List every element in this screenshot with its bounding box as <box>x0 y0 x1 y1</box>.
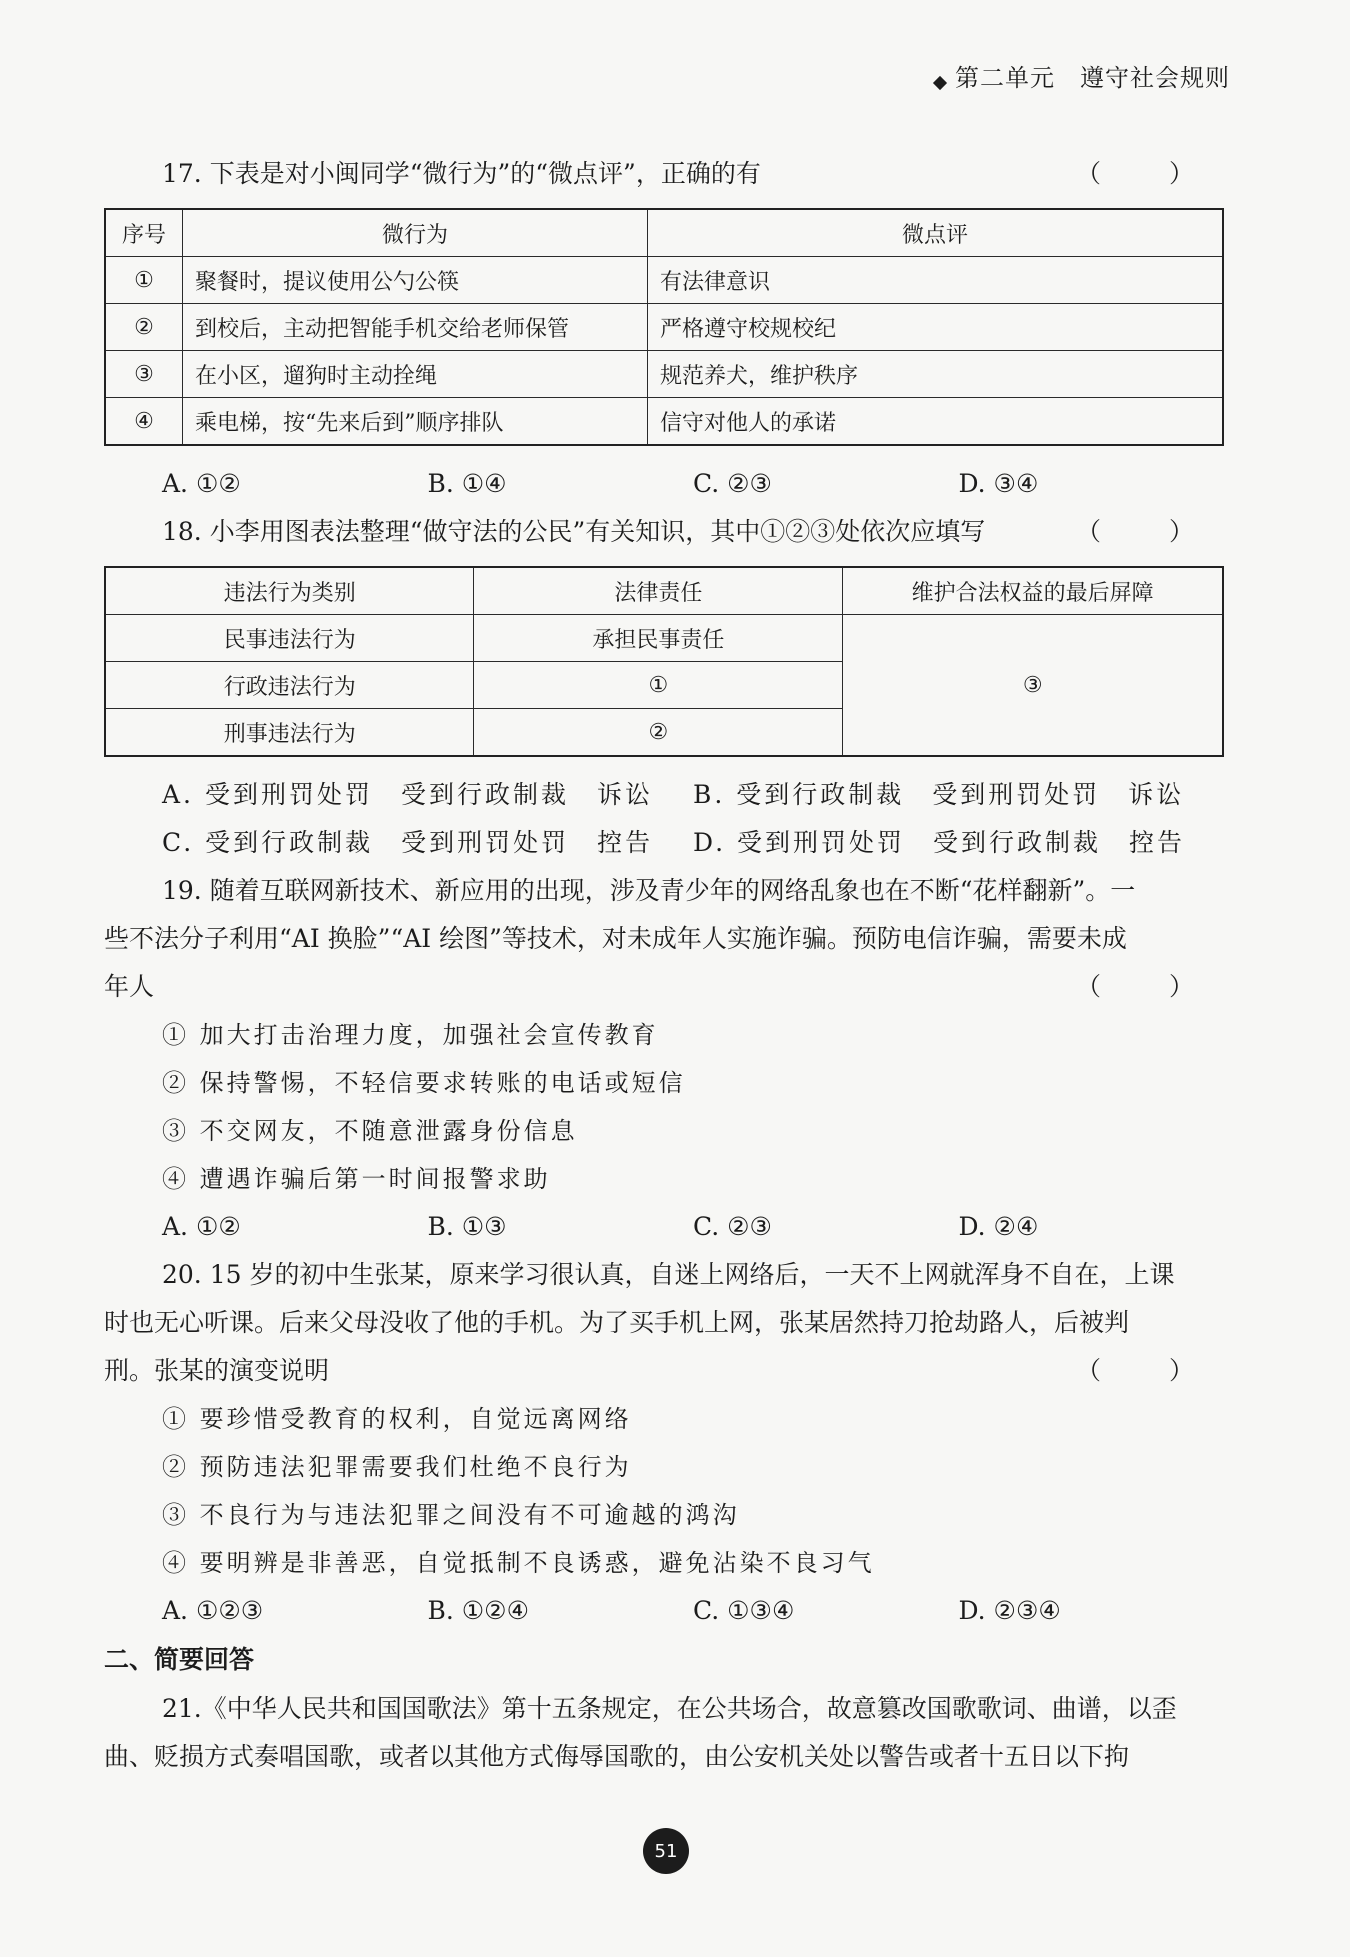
answer-bracket: （ ） <box>1076 972 1224 1001</box>
table-row <box>105 257 1223 304</box>
table-cell: 刑事违法行为 <box>105 709 474 757</box>
table-cell: 规范养犬，维护秩序 <box>648 351 1224 398</box>
options-row <box>162 771 1224 819</box>
table-cell: 承担民事责任 <box>474 615 843 662</box>
option-c: C. ①③④ <box>693 1596 795 1625</box>
question-19-stem-line: 19. 随着互联网新技术、新应用的出现，涉及青少年的网络乱象也在不断“花样翻新”。一 <box>162 876 1136 905</box>
question-17-options <box>104 460 1224 508</box>
table-cell: ① <box>105 257 183 304</box>
question-18-stem: 18. 小李用图表法整理“做守法的公民”有关知识，其中①②③处依次应填写 （ ） <box>104 508 1224 556</box>
question-21-line: 曲、贬损方式奏唱国歌，或者以其他方式侮辱国歌的，由公安机关处以警告或者十五日以下拘 <box>104 1742 1130 1771</box>
question-17-table <box>104 208 1224 446</box>
answer-bracket: （ ） <box>1076 517 1224 546</box>
question-20-stem-line: 20. 15 岁的初中生张某，原来学习很认真，自迷上网络后，一天不上网就浑身不自在，上课 <box>162 1260 1175 1289</box>
section-heading: 二、简要回答 <box>104 1645 255 1674</box>
table-cell: 严格遵守校规校纪 <box>648 304 1224 351</box>
question-20-stem-line: 刑。张某的演变说明 （ ） <box>104 1347 1224 1395</box>
table-header: 维护合法权益的最后屏障 <box>843 567 1223 615</box>
option-d: D. ②④ <box>958 1212 1039 1241</box>
table-cell: ① <box>474 662 843 709</box>
main-content <box>104 150 1224 1781</box>
question-19-stem-line: 年人 （ ） <box>104 963 1224 1011</box>
table-cell: ③ <box>105 351 183 398</box>
statement-item: ② 预防违法犯罪需要我们杜绝不良行为 <box>162 1453 632 1481</box>
option-b: B. 受到行政制裁 受到刑罚处罚 诉讼 <box>693 780 1185 809</box>
statement-item: ④ 要明辨是非善恶，自觉抵制不良诱惑，避免沾染不良习气 <box>162 1549 875 1577</box>
table-cell: 民事违法行为 <box>105 615 474 662</box>
page-number-badge: 51 <box>643 1828 689 1874</box>
option-c: C. ②③ <box>693 1212 772 1241</box>
option-d: D. ③④ <box>958 469 1039 498</box>
table-header: 序号 <box>105 209 183 257</box>
question-19-stem-line: 些不法分子利用“AI 换脸”“AI 绘图”等技术，对未成年人实施诈骗。预防电信诈骗，需要未成 <box>104 924 1127 953</box>
table-cell: 信守对他人的承诺 <box>648 398 1224 446</box>
table-header: 法律责任 <box>474 567 843 615</box>
table-row <box>105 398 1223 446</box>
question-18-table <box>104 566 1224 757</box>
table-cell: 聚餐时，提议使用公勺公筷 <box>183 257 648 304</box>
option-a: A. ①② <box>162 469 241 498</box>
table-cell: ② <box>474 709 843 757</box>
statement-item: ④ 遭遇诈骗后第一时间报警求助 <box>162 1165 551 1193</box>
option-a: A. ①② <box>162 1212 241 1241</box>
question-20-options <box>104 1587 1224 1635</box>
table-header: 微点评 <box>648 209 1224 257</box>
table-header-row <box>105 567 1223 615</box>
table-header-row <box>105 209 1223 257</box>
table-cell: 行政违法行为 <box>105 662 474 709</box>
table-cell: ④ <box>105 398 183 446</box>
diamond-icon <box>933 75 947 89</box>
merged-cell: ③ <box>843 615 1223 757</box>
option-a: A. ①②③ <box>162 1596 264 1625</box>
table-row <box>105 351 1223 398</box>
option-a: A. 受到刑罚处罚 受到行政制裁 诉讼 <box>162 780 653 809</box>
table-header: 违法行为类别 <box>105 567 474 615</box>
answer-bracket: （ ） <box>1076 1356 1224 1385</box>
table-cell: ② <box>105 304 183 351</box>
table-row <box>105 304 1223 351</box>
option-d: D. 受到刑罚处罚 受到行政制裁 控告 <box>693 828 1186 857</box>
page-header <box>935 58 1230 93</box>
answer-bracket: （ ） <box>1076 159 1224 188</box>
option-c: C. 受到行政制裁 受到刑罚处罚 控告 <box>162 828 654 857</box>
table-row <box>105 615 1223 662</box>
option-b: B. ①④ <box>427 469 507 498</box>
table-header: 微行为 <box>183 209 648 257</box>
option-d: D. ②③④ <box>958 1596 1061 1625</box>
unit-title: 第二单元 遵守社会规则 <box>955 64 1230 92</box>
statement-item: ① 要珍惜受教育的权利，自觉远离网络 <box>162 1405 632 1433</box>
option-b: B. ①③ <box>427 1212 507 1241</box>
table-cell: 在小区，遛狗时主动拴绳 <box>183 351 648 398</box>
option-c: C. ②③ <box>693 469 772 498</box>
question-18-options <box>104 771 1224 867</box>
table-cell: 到校后，主动把智能手机交给老师保管 <box>183 304 648 351</box>
statement-item: ② 保持警惕，不轻信要求转账的电话或短信 <box>162 1069 686 1097</box>
options-row <box>162 819 1224 867</box>
table-cell: 乘电梯，按“先来后到”顺序排队 <box>183 398 648 446</box>
question-19-options <box>104 1203 1224 1251</box>
table-cell: 有法律意识 <box>648 257 1224 304</box>
question-21-line: 21.《中华人民共和国国歌法》第十五条规定，在公共场合，故意篡改国歌歌词、曲谱，以歪 <box>162 1694 1177 1723</box>
question-20-stem-line: 时也无心听课。后来父母没收了他的手机。为了买手机上网，张某居然持刀抢劫路人，后被判 <box>104 1308 1130 1337</box>
statement-item: ③ 不良行为与违法犯罪之间没有不可逾越的鸿沟 <box>162 1501 740 1529</box>
option-b: B. ①②④ <box>427 1596 530 1625</box>
statement-item: ③ 不交网友，不随意泄露身份信息 <box>162 1117 578 1145</box>
question-17-stem: 17. 下表是对小闽同学“微行为”的“微点评”，正确的有 （ ） <box>104 150 1224 198</box>
statement-item: ① 加大打击治理力度，加强社会宣传教育 <box>162 1021 659 1049</box>
